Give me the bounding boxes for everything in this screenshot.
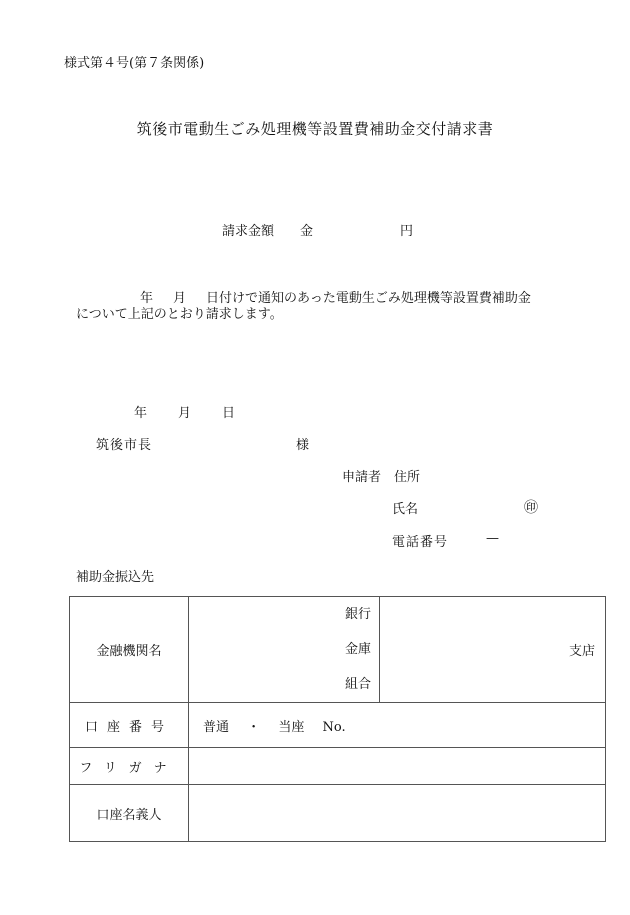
bank-info-table xyxy=(69,596,606,842)
institution-type-bank: 銀行 xyxy=(344,607,371,622)
statement-text: 日付けで通知のあった電動生ごみ処理機等設置費補助金 xyxy=(206,291,531,306)
institution-name-cell[interactable] xyxy=(189,597,380,703)
furigana-cell[interactable] xyxy=(189,748,606,785)
account-type-toza[interactable]: 当座 xyxy=(278,719,305,735)
account-holder-label: 口座名義人 xyxy=(70,785,189,842)
addressee-name: 筑後市長 xyxy=(96,438,153,453)
bank-section-heading: 補助金振込先 xyxy=(76,570,155,585)
date-year: 年 xyxy=(134,406,148,421)
institution-label: 金融機関名 xyxy=(70,597,189,703)
table-row-institution xyxy=(70,597,606,703)
applicant-label: 申請者 xyxy=(342,470,382,485)
amount-yen: 円 xyxy=(400,224,414,239)
account-holder-cell[interactable] xyxy=(189,785,606,842)
statement-month: 月 xyxy=(173,291,187,306)
seal-mark-icon: ㊞ xyxy=(524,500,538,516)
branch-name-cell[interactable] xyxy=(380,597,606,703)
date-month: 月 xyxy=(178,406,192,421)
document-title: 筑後市電動生ごみ処理機等設置費補助金交付請求書 xyxy=(136,120,494,138)
name-label: 氏名 xyxy=(392,502,419,517)
account-number-label: 口座番号 xyxy=(70,703,189,748)
amount-field[interactable] xyxy=(318,216,398,236)
account-number-cell[interactable] xyxy=(189,703,606,748)
table-row-account-number xyxy=(70,703,606,748)
statement-line-2: について上記のとおり請求します。 xyxy=(76,307,283,322)
amount-kin: 金 xyxy=(300,224,314,239)
account-type-futsu[interactable]: 普通 xyxy=(203,719,230,735)
institution-type-kinko: 金庫 xyxy=(344,642,371,657)
phone-separator: — xyxy=(486,531,499,546)
branch-label: 支店 xyxy=(568,644,595,659)
form-number: 様式第４号(第７条関係) xyxy=(64,56,205,71)
account-type-separator: ・ xyxy=(247,719,261,735)
furigana-label: フリガナ xyxy=(70,748,189,785)
phone-label: 電話番号 xyxy=(392,535,449,550)
address-label: 住所 xyxy=(394,470,421,485)
table-row-account-holder xyxy=(70,785,606,842)
date-day: 日 xyxy=(222,406,236,421)
table-row-furigana xyxy=(70,748,606,785)
amount-label: 請求金額 xyxy=(222,224,275,239)
addressee-honorific: 様 xyxy=(296,438,310,453)
statement-year: 年 xyxy=(140,291,154,306)
institution-type-kumiai: 組合 xyxy=(344,677,371,692)
account-no-label: No. xyxy=(322,719,346,735)
